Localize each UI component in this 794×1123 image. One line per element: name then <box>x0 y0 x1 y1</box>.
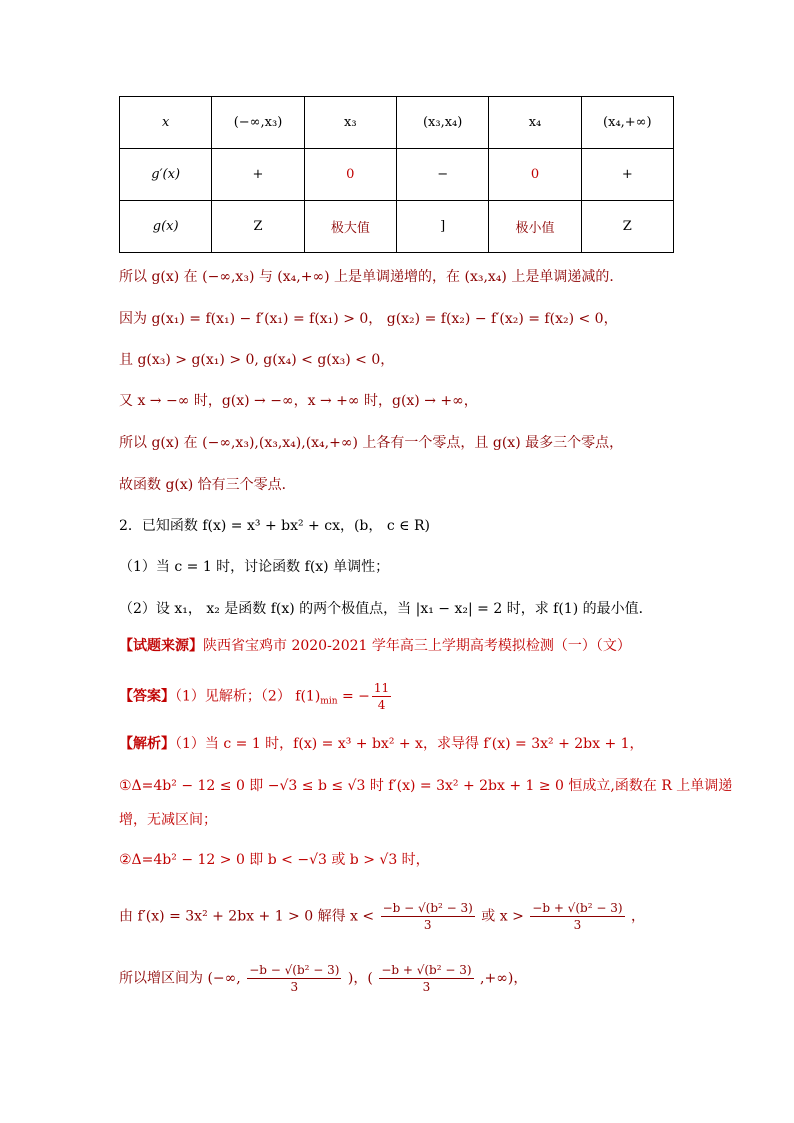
table-row-function <box>120 201 674 253</box>
table-cell: Z <box>212 201 304 253</box>
fraction-numerator: −b − √(b² − 3) <box>249 963 340 977</box>
case-2-line: ②Δ=4b² − 12 > 0 即 b < −√3 或 b > √3 时， <box>119 852 430 868</box>
case-1-continuation: 增，无减区间； <box>119 812 217 828</box>
table-cell: g′(x) <box>120 149 212 201</box>
table-cell: g(x) <box>120 201 212 253</box>
problem-part-1: （1）当 c = 1 时，讨论函数 f(x) 单调性； <box>119 559 390 575</box>
answer-label: 【答案】 <box>119 688 175 705</box>
table-cell: 极大值 <box>304 201 396 253</box>
sign-table <box>119 96 674 253</box>
answer-text: （1）见解析；（2） f(1) <box>175 688 321 705</box>
table-cell: (x₃,x₄) <box>396 97 488 149</box>
fraction-denominator: 3 <box>573 918 582 932</box>
intervals-middle: )，( <box>347 970 373 987</box>
table-cell: x₄ <box>489 97 581 149</box>
table-cell: Z <box>581 201 673 253</box>
analysis-line <box>119 734 644 754</box>
answer-equals: = − <box>337 688 370 705</box>
table-cell: 0 <box>304 149 396 201</box>
text-line: 故函数 g(x) 恰有三个零点． <box>119 477 296 493</box>
increasing-intervals-line <box>119 962 527 995</box>
intervals-prefix: 所以增区间为 (−∞, <box>119 970 241 987</box>
solve-prefix: 由 f′(x) = 3x² + 2bx + 1 > 0 解得 x < <box>119 908 375 925</box>
fraction-denominator: 4 <box>377 698 386 712</box>
fraction-denominator: 3 <box>423 918 432 932</box>
fraction-minus <box>247 962 341 995</box>
source-label: 【试题来源】 <box>119 638 203 654</box>
table-header-row <box>120 97 674 149</box>
problem-part-2: （2）设 x₁， x₂ 是函数 f(x) 的两个极值点，当 |x₁ − x₂| = 2 时，求 f(1) 的最小值． <box>119 601 653 617</box>
table-cell: 极小值 <box>489 201 581 253</box>
text-line: 因为 g(x₁) = f(x₁) − f′(x₁) = f(x₁) > 0， g(x₂) = f(x₂) − f′(x₂) = f(x₂) < 0， <box>119 311 618 327</box>
source-text: 陕西省宝鸡市 2020-2021 学年高三上学期高考模拟检测（一）（文） <box>203 638 631 654</box>
fraction-plus <box>379 962 473 995</box>
analysis-label: 【解析】 <box>119 736 175 752</box>
table-cell: + <box>212 149 304 201</box>
table-cell: (−∞,x₃) <box>212 97 304 149</box>
fraction-plus <box>530 900 624 933</box>
table-cell: (x₄,+∞) <box>581 97 673 149</box>
case-1-line: ①Δ=4b² − 12 ≤ 0 即 −√3 ≤ b ≤ √3 时 f′(x) = 3x² + 2bx + 1 ≥ 0 恒成立,函数在 R 上单调递 <box>119 778 733 794</box>
table-cell: x₃ <box>304 97 396 149</box>
table-cell: − <box>396 149 488 201</box>
fraction-denominator: 3 <box>422 980 431 994</box>
table-cell: + <box>581 149 673 201</box>
fraction-numerator: 11 <box>373 681 390 695</box>
table-cell: 0 <box>489 149 581 201</box>
text-line: 又 x → −∞ 时，g(x) → −∞，x → +∞ 时，g(x) → +∞， <box>119 393 478 409</box>
problem-statement: 2．已知函数 f(x) = x³ + bx² + cx，(b， c ∈ R) <box>119 518 430 534</box>
source-line <box>119 636 631 656</box>
solve-line <box>119 900 645 933</box>
table-row-derivative <box>120 149 674 201</box>
intervals-end: ,+∞)， <box>480 970 528 987</box>
answer-line <box>119 680 393 713</box>
text-line: 所以 g(x) 在 (−∞,x₃),(x₃,x₄),(x₄,+∞) 上各有一个零点，且 g(x) 最多三个零点， <box>119 435 624 451</box>
fraction-minus <box>381 900 475 933</box>
text-line: 所以 g(x) 在 (−∞,x₃) 与 (x₄,+∞) 上是单调递增的，在 (x₃,x₄) 上是单调递减的． <box>119 269 624 285</box>
table-cell: ] <box>396 201 488 253</box>
table-cell: x <box>120 97 212 149</box>
fraction-numerator: −b + √(b² − 3) <box>532 901 623 915</box>
solve-middle: 或 x > <box>481 908 524 925</box>
solve-end: ， <box>630 908 645 925</box>
analysis-text: （1）当 c = 1 时，f(x) = x³ + bx² + x，求导得 f′(x) = 3x² + 2bx + 1， <box>175 736 644 752</box>
text-line: 且 g(x₃) > g(x₁) > 0, g(x₄) < g(x₃) < 0， <box>119 352 395 368</box>
fraction-numerator: −b − √(b² − 3) <box>382 901 473 915</box>
fraction-numerator: −b + √(b² − 3) <box>381 963 472 977</box>
answer-subscript: min <box>320 696 338 707</box>
answer-fraction <box>372 680 391 713</box>
fraction-denominator: 3 <box>290 980 299 994</box>
